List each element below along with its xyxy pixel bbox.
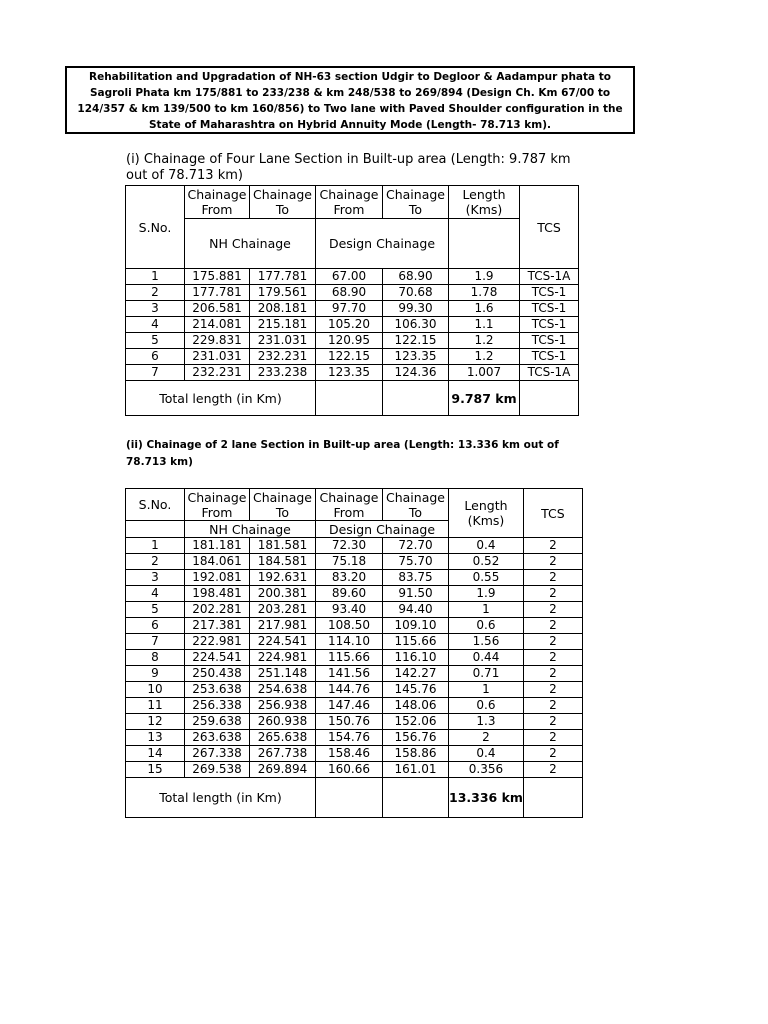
header-design-chainage: Design Chainage [316,219,449,269]
document-title: Rehabilitation and Upgradation of NH-63 section Udgir to Degloor & Aadampur phata to Sagroli Phata km 175/881 to 233/238 & km 248/538 to 269/894 (Design Ch. Km 67/00 to 124/357 & km 139/500 to km 160/856) to Two lane with Paved Shoulder configuration in the State of Maharashtra on Hybrid Annuity Mode (Length- 78.713 km). [65,66,635,134]
header-chainage-from: Chainage From [185,489,250,521]
nh-from-cell: 250.438 [185,666,250,682]
header-length-blank [449,219,520,269]
design-to-cell: 109.10 [383,618,449,634]
length-cell: 1.3 [449,714,524,730]
total-blank [383,381,449,416]
table-row [126,333,579,349]
tcs-cell: TCS-1A [520,269,579,285]
header-nh-chainage: NH Chainage [185,521,316,538]
total-blank [316,778,383,818]
tcs-cell: 2 [523,666,582,682]
design-to-cell: 145.76 [383,682,449,698]
table-row [126,586,583,602]
design-to-cell: 124.36 [383,365,449,381]
nh-from-cell: 175.881 [185,269,250,285]
nh-from-cell: 222.981 [185,634,250,650]
tcs-cell: 2 [523,586,582,602]
nh-to-cell: 224.981 [250,650,316,666]
header-length: Length (Kms) [449,489,524,538]
nh-to-cell: 215.181 [250,317,316,333]
nh-to-cell: 267.738 [250,746,316,762]
design-to-cell: 148.06 [383,698,449,714]
design-from-cell: 93.40 [316,602,383,618]
length-cell: 1.78 [449,285,520,301]
design-to-cell: 142.27 [383,666,449,682]
sno-cell: 5 [126,602,185,618]
nh-to-cell: 224.541 [250,634,316,650]
nh-to-cell: 233.238 [250,365,316,381]
nh-to-cell: 179.561 [250,285,316,301]
table-row [126,285,579,301]
design-to-cell: 83.75 [383,570,449,586]
tcs-cell: 2 [523,634,582,650]
nh-to-cell: 200.381 [250,586,316,602]
table-row [126,634,583,650]
length-cell: 1.1 [449,317,520,333]
length-cell: 1.007 [449,365,520,381]
nh-from-cell: 177.781 [185,285,250,301]
tcs-cell: 2 [523,618,582,634]
sno-cell: 4 [126,317,185,333]
section2-caption: (ii) Chainage of 2 lane Section in Built-up area (Length: 13.336 km out of 78.713 km) [126,439,559,468]
tcs-cell: 2 [523,714,582,730]
nh-to-cell: 208.181 [250,301,316,317]
design-from-cell: 150.76 [316,714,383,730]
design-to-cell: 72.70 [383,538,449,554]
design-from-cell: 97.70 [316,301,383,317]
tcs-cell: TCS-1 [520,285,579,301]
design-to-cell: 116.10 [383,650,449,666]
nh-to-cell: 181.581 [250,538,316,554]
sno-cell: 1 [126,269,185,285]
nh-to-cell: 217.981 [250,618,316,634]
header-sno: S.No. [126,489,185,521]
tcs-cell: 2 [523,762,582,778]
sno-cell: 14 [126,746,185,762]
header-design-from: Chainage From [316,186,383,219]
nh-from-cell: 229.831 [185,333,250,349]
sno-cell: 11 [126,698,185,714]
total-length-value: 13.336 km [449,778,524,818]
design-from-cell: 105.20 [316,317,383,333]
design-from-cell: 160.66 [316,762,383,778]
design-to-cell: 152.06 [383,714,449,730]
design-to-cell: 158.86 [383,746,449,762]
length-cell: 1.6 [449,301,520,317]
length-cell: 0.4 [449,746,524,762]
design-to-cell: 70.68 [383,285,449,301]
nh-from-cell: 232.231 [185,365,250,381]
sno-cell: 5 [126,333,185,349]
sno-cell: 8 [126,650,185,666]
nh-to-cell: 269.894 [250,762,316,778]
sno-cell: 4 [126,586,185,602]
table-row [126,618,583,634]
design-from-cell: 89.60 [316,586,383,602]
header-chainage-to: Chainage To [250,489,316,521]
header-chainage-to: Chainage To [250,186,316,219]
table-row [126,730,583,746]
nh-to-cell: 260.938 [250,714,316,730]
design-from-cell: 122.15 [316,349,383,365]
length-cell: 1.9 [449,269,520,285]
design-from-cell: 72.30 [316,538,383,554]
table-row [126,650,583,666]
nh-from-cell: 263.638 [185,730,250,746]
nh-from-cell: 269.538 [185,762,250,778]
table-row [126,554,583,570]
nh-from-cell: 198.481 [185,586,250,602]
header-tcs: TCS [520,186,579,269]
table-row [126,538,583,554]
design-from-cell: 75.18 [316,554,383,570]
sno-cell: 6 [126,618,185,634]
nh-from-cell: 231.031 [185,349,250,365]
header-design-to: Chainage To [383,186,449,219]
design-from-cell: 154.76 [316,730,383,746]
design-to-cell: 99.30 [383,301,449,317]
total-blank [523,778,582,818]
design-to-cell: 122.15 [383,333,449,349]
total-length-value: 9.787 km [449,381,520,416]
design-to-cell: 115.66 [383,634,449,650]
tcs-cell: 2 [523,650,582,666]
tcs-cell: 2 [523,698,582,714]
design-from-cell: 120.95 [316,333,383,349]
table-row [126,698,583,714]
length-cell: 0.4 [449,538,524,554]
nh-to-cell: 203.281 [250,602,316,618]
nh-to-cell: 184.581 [250,554,316,570]
nh-from-cell: 206.581 [185,301,250,317]
table-row [126,682,583,698]
sno-cell: 3 [126,570,185,586]
table-row [126,317,579,333]
design-to-cell: 75.70 [383,554,449,570]
nh-to-cell: 251.148 [250,666,316,682]
design-to-cell: 123.35 [383,349,449,365]
length-cell: 0.356 [449,762,524,778]
design-from-cell: 83.20 [316,570,383,586]
sno-cell: 7 [126,365,185,381]
total-length-label: Total length (in Km) [126,778,316,818]
length-cell: 0.52 [449,554,524,570]
design-from-cell: 68.90 [316,285,383,301]
table-row [126,570,583,586]
nh-to-cell: 177.781 [250,269,316,285]
design-from-cell: 144.76 [316,682,383,698]
design-to-cell: 94.40 [383,602,449,618]
nh-from-cell: 217.381 [185,618,250,634]
design-from-cell: 114.10 [316,634,383,650]
length-cell: 0.6 [449,618,524,634]
length-cell: 0.44 [449,650,524,666]
design-to-cell: 91.50 [383,586,449,602]
header-design-chainage: Design Chainage [316,521,449,538]
sno-cell: 7 [126,634,185,650]
table-row [126,301,579,317]
sno-cell: 13 [126,730,185,746]
header-sno: S.No. [126,186,185,269]
four-lane-chainage-table [125,185,579,416]
tcs-cell: TCS-1 [520,301,579,317]
length-cell: 0.71 [449,666,524,682]
nh-to-cell: 192.631 [250,570,316,586]
nh-to-cell: 256.938 [250,698,316,714]
nh-from-cell: 253.638 [185,682,250,698]
section1-caption: (i) Chainage of Four Lane Section in Built-up area (Length: 9.787 km out of 78.713 km) [126,152,571,183]
design-from-cell: 147.46 [316,698,383,714]
length-cell: 0.55 [449,570,524,586]
tcs-cell: 2 [523,570,582,586]
table-row [126,365,579,381]
design-from-cell: 115.66 [316,650,383,666]
two-lane-chainage-table [125,488,583,818]
design-from-cell: 158.46 [316,746,383,762]
length-cell: 1.9 [449,586,524,602]
length-cell: 1 [449,682,524,698]
nh-to-cell: 231.031 [250,333,316,349]
nh-to-cell: 265.638 [250,730,316,746]
tcs-cell: 2 [523,538,582,554]
header-sno-blank [126,521,185,538]
nh-from-cell: 202.281 [185,602,250,618]
header-design-from: Chainage From [316,489,383,521]
table-row [126,269,579,285]
sno-cell: 15 [126,762,185,778]
nh-from-cell: 181.181 [185,538,250,554]
table-row [126,666,583,682]
total-blank [520,381,579,416]
length-cell: 1.2 [449,333,520,349]
design-to-cell: 156.76 [383,730,449,746]
header-design-to: Chainage To [383,489,449,521]
total-blank [316,381,383,416]
tcs-cell: 2 [523,602,582,618]
table-row [126,746,583,762]
tcs-cell: TCS-1A [520,365,579,381]
sno-cell: 9 [126,666,185,682]
design-from-cell: 141.56 [316,666,383,682]
table-row [126,762,583,778]
length-cell: 1.56 [449,634,524,650]
design-to-cell: 106.30 [383,317,449,333]
nh-from-cell: 214.081 [185,317,250,333]
tcs-cell: 2 [523,730,582,746]
tcs-cell: 2 [523,746,582,762]
nh-from-cell: 192.081 [185,570,250,586]
nh-to-cell: 232.231 [250,349,316,365]
nh-to-cell: 254.638 [250,682,316,698]
tcs-cell: TCS-1 [520,317,579,333]
sno-cell: 10 [126,682,185,698]
design-to-cell: 161.01 [383,762,449,778]
design-from-cell: 67.00 [316,269,383,285]
table-row [126,602,583,618]
tcs-cell: 2 [523,554,582,570]
header-length: Length (Kms) [449,186,520,219]
design-to-cell: 68.90 [383,269,449,285]
nh-from-cell: 184.061 [185,554,250,570]
tcs-cell: TCS-1 [520,349,579,365]
sno-cell: 6 [126,349,185,365]
total-length-label: Total length (in Km) [126,381,316,416]
nh-from-cell: 259.638 [185,714,250,730]
length-cell: 0.6 [449,698,524,714]
header-chainage-from: Chainage From [185,186,250,219]
total-blank [383,778,449,818]
table-row [126,349,579,365]
header-nh-chainage: NH Chainage [185,219,316,269]
tcs-cell: TCS-1 [520,333,579,349]
length-cell: 1 [449,602,524,618]
nh-from-cell: 267.338 [185,746,250,762]
sno-cell: 2 [126,554,185,570]
length-cell: 1.2 [449,349,520,365]
design-from-cell: 108.50 [316,618,383,634]
sno-cell: 2 [126,285,185,301]
sno-cell: 12 [126,714,185,730]
length-cell: 2 [449,730,524,746]
nh-from-cell: 256.338 [185,698,250,714]
sno-cell: 3 [126,301,185,317]
sno-cell: 1 [126,538,185,554]
header-tcs: TCS [523,489,582,538]
table-row [126,714,583,730]
tcs-cell: 2 [523,682,582,698]
nh-from-cell: 224.541 [185,650,250,666]
design-from-cell: 123.35 [316,365,383,381]
